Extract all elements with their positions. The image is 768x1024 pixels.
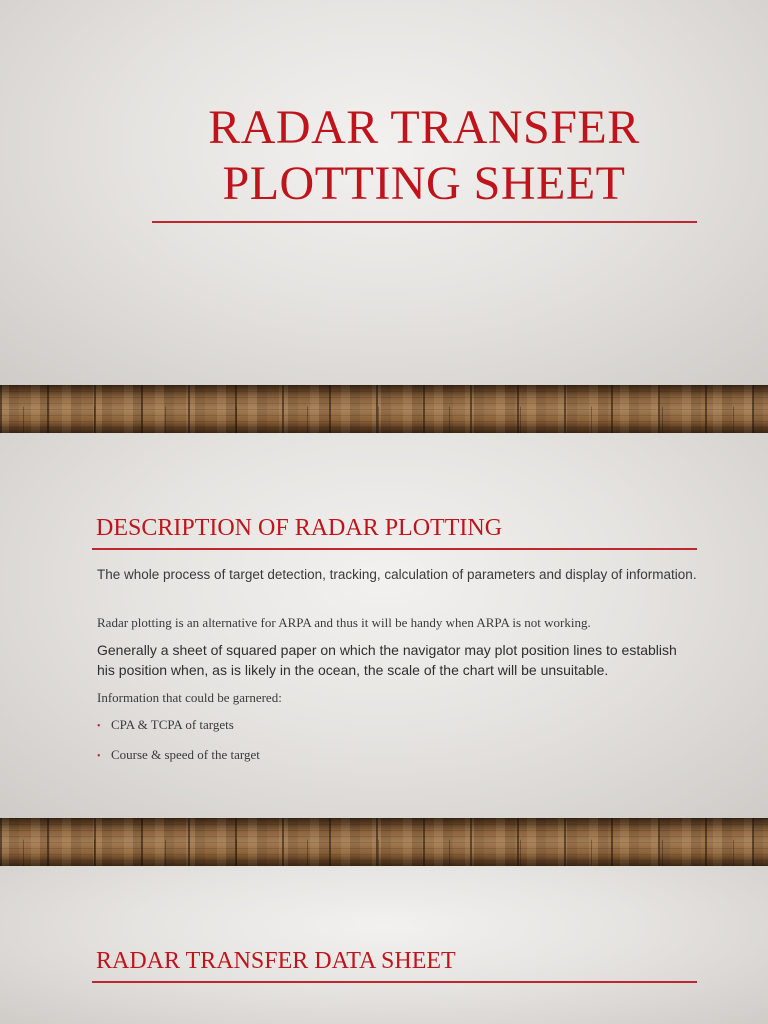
paragraph-information: Information that could be garnered: <box>97 690 282 705</box>
slide-data-sheet <box>0 866 768 1024</box>
list-item-text: Course & speed of the target <box>111 747 260 762</box>
list-item <box>97 716 260 736</box>
paragraph-arpa: Radar plotting is an alternative for ARPA and thus it will be handy when ARPA is not working. <box>97 615 591 630</box>
description-heading: DESCRIPTION OF RADAR PLOTTING <box>96 515 503 541</box>
list-item-text: CPA & TCPA of targets <box>111 717 234 732</box>
paragraph-squared-paper: Generally a sheet of squared paper on which the navigator may plot position lines to establish his position when, as is likely in the ocean, the scale of the chart will be unsuitable. <box>97 642 677 678</box>
slide-title <box>0 0 768 385</box>
slide-title-heading <box>150 100 698 212</box>
bullet-dot: • <box>97 751 101 762</box>
paragraph-process: The whole process of target detection, tracking, calculation of parameters and display of information. <box>97 567 697 582</box>
information-list <box>97 716 260 776</box>
data-sheet-underline <box>92 981 697 983</box>
wood-floor-divider <box>0 818 768 866</box>
slide-description <box>0 433 768 818</box>
description-underline <box>92 548 697 550</box>
bullet-dot: • <box>97 721 101 732</box>
title-underline <box>152 221 697 223</box>
title-line-2: PLOTTING SHEET <box>222 157 626 210</box>
wood-floor-divider <box>0 385 768 433</box>
list-item <box>97 746 260 766</box>
title-line-1: RADAR TRANSFER <box>208 101 640 154</box>
data-sheet-heading: RADAR TRANSFER DATA SHEET <box>96 948 456 974</box>
